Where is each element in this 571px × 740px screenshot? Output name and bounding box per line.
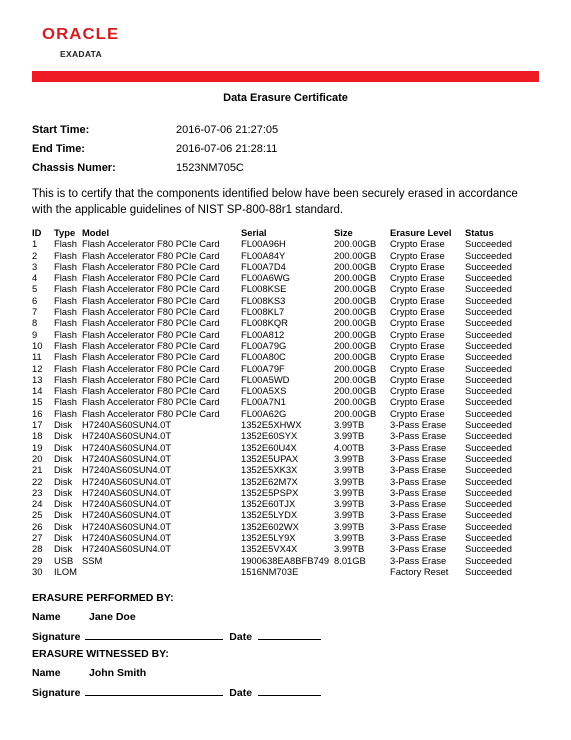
cell-status: Succeeded	[465, 294, 512, 306]
cell-model	[82, 566, 241, 577]
table-row	[32, 532, 525, 543]
cell-type: Disk	[54, 452, 73, 464]
cell-model: H7240AS60SUN4.0T	[82, 543, 172, 555]
cell-model: H7240AS60SUN4.0T	[82, 509, 172, 521]
header-type: Type	[54, 227, 76, 238]
erased-components-table	[32, 227, 525, 577]
cell-status: Succeeded	[465, 396, 512, 408]
cell-erasure-level: Crypto Erase	[390, 339, 445, 351]
cell-id: 15	[32, 396, 43, 408]
table-row	[32, 543, 525, 554]
cell-type: Flash	[54, 373, 77, 385]
cell-status: Succeeded	[465, 430, 512, 442]
header-serial: Serial	[241, 227, 267, 238]
cell-status: Succeeded	[465, 554, 512, 566]
cell-model: H7240AS60SUN4.0T	[82, 486, 172, 498]
oracle-exadata-logo	[42, 27, 126, 59]
cell-erasure-level: 3-Pass Erase	[390, 520, 447, 532]
cell-status: Succeeded	[465, 464, 512, 476]
cell-serial: FL008KQR	[241, 317, 288, 329]
cell-id: 21	[32, 464, 43, 476]
cell-erasure-level: 3-Pass Erase	[390, 509, 447, 521]
header-red-bar	[32, 71, 539, 82]
cell-id: 19	[32, 441, 43, 453]
cell-id: 20	[32, 452, 43, 464]
performed-signature-line	[85, 630, 223, 640]
cell-erasure-level: Crypto Erase	[390, 385, 445, 397]
cell-id: 30	[32, 565, 43, 577]
performed-date-label: Date	[229, 631, 253, 643]
cell-status: Succeeded	[465, 272, 512, 284]
cell-status: Succeeded	[465, 317, 512, 329]
cell-type: Flash	[54, 396, 77, 408]
cell-id: 16	[32, 407, 43, 419]
cell-model: H7240AS60SUN4.0T	[82, 498, 172, 510]
cell-type: USB	[54, 554, 74, 566]
cell-id: 13	[32, 373, 43, 385]
cell-size: 200.00GB	[334, 306, 377, 318]
cell-erasure-level: Crypto Erase	[390, 283, 445, 295]
cell-status: Succeeded	[465, 238, 512, 250]
performed-name-label: Name	[32, 611, 61, 623]
witnessed-name-row	[32, 667, 147, 679]
witnessed-by-heading: ERASURE WITNESSED BY:	[32, 648, 169, 660]
cell-type: Disk	[54, 509, 73, 521]
cell-id: 17	[32, 419, 43, 431]
cell-serial: 1352E5XK3X	[241, 464, 298, 476]
cell-model: Flash Accelerator F80 PCIe Card	[82, 283, 220, 295]
cell-erasure-level: 3-Pass Erase	[390, 419, 447, 431]
cell-type: Disk	[54, 475, 73, 487]
cell-status: Succeeded	[465, 509, 512, 521]
cell-size: 3.99TB	[334, 498, 365, 510]
cell-serial: FL00A6WG	[241, 272, 290, 284]
cell-size: 3.99TB	[334, 543, 365, 555]
start-time-value: 2016-07-06 21:27:05	[176, 124, 279, 136]
cell-type: Flash	[54, 362, 77, 374]
cell-serial: 1352E60U4X	[241, 441, 297, 453]
certification-statement: This is to certify that the components identified below have been securely erased in accordance with the applicable guidelines of NIST SP-800-88r1 standard.	[32, 188, 518, 216]
cell-serial: FL008KL7	[241, 306, 285, 318]
cell-type: Flash	[54, 407, 77, 419]
cell-serial: FL00A79F	[241, 362, 285, 374]
cell-type: Disk	[54, 419, 73, 431]
cell-type: Flash	[54, 317, 77, 329]
cell-type: Flash	[54, 351, 77, 363]
cell-id: 3	[32, 260, 38, 272]
cell-model: Flash Accelerator F80 PCIe Card	[82, 407, 220, 419]
cell-erasure-level: 3-Pass Erase	[390, 475, 447, 487]
chassis-number-label: Chassis Numer:	[32, 162, 116, 174]
cell-status: Succeeded	[465, 385, 512, 397]
witnessed-date-line	[258, 686, 321, 696]
cell-id: 29	[32, 554, 43, 566]
cell-model: H7240AS60SUN4.0T	[82, 464, 172, 476]
cell-erasure-level: Crypto Erase	[390, 373, 445, 385]
cell-erasure-level: Crypto Erase	[390, 294, 445, 306]
cell-erasure-level: Crypto Erase	[390, 328, 445, 340]
cell-status: Succeeded	[465, 532, 512, 544]
cell-erasure-level: Crypto Erase	[390, 306, 445, 318]
cell-model: Flash Accelerator F80 PCIe Card	[82, 249, 220, 261]
table-row	[32, 419, 525, 430]
cell-size: 3.99TB	[334, 509, 365, 521]
cell-erasure-level: Crypto Erase	[390, 396, 445, 408]
cell-serial: FL00A5WD	[241, 373, 290, 385]
cell-erasure-level: Crypto Erase	[390, 351, 445, 363]
cell-erasure-level: Crypto Erase	[390, 238, 445, 250]
cell-erasure-level: 3-Pass Erase	[390, 554, 447, 566]
table-row	[32, 476, 525, 487]
cell-size: 200.00GB	[334, 328, 377, 340]
cell-model: H7240AS60SUN4.0T	[82, 452, 172, 464]
cell-serial: FL00A79G	[241, 339, 287, 351]
cell-serial: FL00A812	[241, 328, 285, 340]
cell-type: Flash	[54, 272, 77, 284]
cell-erasure-level: 3-Pass Erase	[390, 543, 447, 555]
cell-serial: 1352E5LY9X	[241, 532, 296, 544]
cell-id: 8	[32, 317, 38, 329]
cell-status: Succeeded	[465, 373, 512, 385]
cell-status: Succeeded	[465, 520, 512, 532]
cell-type: Disk	[54, 532, 73, 544]
cell-id: 9	[32, 328, 38, 340]
table-row	[32, 408, 525, 419]
table-row	[32, 295, 525, 306]
table-row	[32, 464, 525, 475]
cell-serial: 1516NM703E	[241, 565, 299, 577]
cell-status: Succeeded	[465, 249, 512, 261]
cell-serial: FL00A96H	[241, 238, 286, 250]
cell-model: H7240AS60SUN4.0T	[82, 419, 172, 431]
cell-size: 200.00GB	[334, 362, 377, 374]
cell-serial: 1352E60SYX	[241, 430, 298, 442]
cell-serial: 1352E5LYDX	[241, 509, 298, 521]
table-row	[32, 363, 525, 374]
cell-size: 3.99TB	[334, 520, 365, 532]
cell-id: 14	[32, 385, 43, 397]
cell-size: 200.00GB	[334, 339, 377, 351]
table-row	[32, 250, 525, 261]
cell-status: Succeeded	[465, 362, 512, 374]
cell-serial: FL008KS3	[241, 294, 286, 306]
table-row	[32, 351, 525, 362]
table-body	[32, 238, 525, 577]
cell-id: 25	[32, 509, 43, 521]
cell-type: Flash	[54, 339, 77, 351]
cell-status: Succeeded	[465, 339, 512, 351]
header-erasure-level: Erasure Level	[390, 227, 452, 238]
end-time-label: End Time:	[32, 143, 85, 155]
header-model: Model	[82, 227, 110, 238]
cell-status: Succeeded	[465, 260, 512, 272]
cell-id: 1	[32, 238, 38, 250]
cell-model: H7240AS60SUN4.0T	[82, 532, 172, 544]
table-row	[32, 374, 525, 385]
cell-id: 23	[32, 486, 43, 498]
cell-id: 26	[32, 520, 43, 532]
cell-model: H7240AS60SUN4.0T	[82, 441, 172, 453]
cell-model: Flash Accelerator F80 PCIe Card	[82, 317, 220, 329]
cell-status: Succeeded	[465, 452, 512, 464]
cell-serial: 1352E5VX4X	[241, 543, 298, 555]
table-row	[32, 317, 525, 328]
cell-size: 3.99TB	[334, 464, 365, 476]
witnessed-signature-row	[32, 686, 321, 699]
table-row	[32, 521, 525, 532]
cell-model: Flash Accelerator F80 PCIe Card	[82, 294, 220, 306]
cell-type: Flash	[54, 249, 77, 261]
cell-model: Flash Accelerator F80 PCIe Card	[82, 351, 220, 363]
cell-serial: 1352E602WX	[241, 520, 299, 532]
cell-type: Flash	[54, 283, 77, 295]
cell-status: Succeeded	[465, 498, 512, 510]
cell-type: Disk	[54, 520, 73, 532]
cell-size: 3.99TB	[334, 430, 365, 442]
cell-model: H7240AS60SUN4.0T	[82, 475, 172, 487]
cell-id: 22	[32, 475, 43, 487]
cell-type: Disk	[54, 441, 73, 453]
cell-status: Succeeded	[465, 419, 512, 431]
cell-serial: 1900638EA8BFB749	[241, 554, 330, 566]
table-row	[32, 430, 525, 441]
table-row	[32, 498, 525, 509]
cell-type: Flash	[54, 328, 77, 340]
header-status: Status	[465, 227, 494, 238]
cell-id: 24	[32, 498, 43, 510]
cell-type: Flash	[54, 260, 77, 272]
table-row	[32, 396, 525, 407]
header-size: Size	[334, 227, 353, 238]
table-row	[32, 566, 525, 577]
cell-size: 4.00TB	[334, 441, 365, 453]
cell-status: Succeeded	[465, 565, 512, 577]
cell-status: Succeeded	[465, 283, 512, 295]
logo-brand: ORACLE	[42, 26, 120, 43]
table-row	[32, 487, 525, 498]
cell-model: Flash Accelerator F80 PCIe Card	[82, 260, 220, 272]
cell-erasure-level: 3-Pass Erase	[390, 430, 447, 442]
cell-status: Succeeded	[465, 543, 512, 555]
cell-model: H7240AS60SUN4.0T	[82, 520, 172, 532]
performed-name-value: Jane Doe	[89, 611, 136, 623]
cell-erasure-level: Crypto Erase	[390, 317, 445, 329]
cell-serial: FL00A62G	[241, 407, 287, 419]
cell-size: 200.00GB	[334, 249, 377, 261]
cell-erasure-level: Crypto Erase	[390, 407, 445, 419]
cell-model: Flash Accelerator F80 PCIe Card	[82, 306, 220, 318]
chassis-number-value: 1523NM705C	[176, 162, 244, 174]
cell-serial: FL008KSE	[241, 283, 287, 295]
cell-status: Succeeded	[465, 486, 512, 498]
cell-erasure-level: 3-Pass Erase	[390, 441, 447, 453]
header-id: ID	[32, 227, 42, 238]
cell-status: Succeeded	[465, 306, 512, 318]
cell-id: 11	[32, 351, 42, 363]
cell-erasure-level: Crypto Erase	[390, 249, 445, 261]
cell-model: Flash Accelerator F80 PCIe Card	[82, 385, 220, 397]
cell-size: 3.99TB	[334, 419, 365, 431]
cell-type: Disk	[54, 464, 73, 476]
performed-name-row	[32, 611, 136, 623]
table-row	[32, 340, 525, 351]
cell-id: 7	[32, 306, 38, 318]
cell-model: Flash Accelerator F80 PCIe Card	[82, 373, 220, 385]
cell-id: 10	[32, 339, 43, 351]
cell-model: Flash Accelerator F80 PCIe Card	[82, 272, 220, 284]
witnessed-date-label: Date	[229, 687, 253, 699]
cell-status: Succeeded	[465, 351, 512, 363]
witnessed-signature-line	[85, 686, 223, 696]
cell-status: Succeeded	[465, 407, 512, 419]
end-time-value: 2016-07-06 21:28:11	[176, 143, 278, 155]
table-row	[32, 238, 525, 249]
cell-id: 2	[32, 249, 38, 261]
cell-type: Flash	[54, 238, 77, 250]
performed-signature-row	[32, 630, 321, 643]
cell-type: Disk	[54, 543, 73, 555]
cell-size	[334, 566, 390, 577]
cell-size: 200.00GB	[334, 407, 377, 419]
cell-size: 200.00GB	[334, 351, 377, 363]
cell-id: 28	[32, 543, 43, 555]
witnessed-name-label: Name	[32, 667, 61, 679]
cell-type: Disk	[54, 430, 73, 442]
cell-serial: FL00A84Y	[241, 249, 286, 261]
cell-model: H7240AS60SUN4.0T	[82, 430, 172, 442]
table-header-row	[32, 227, 525, 238]
cell-size: 200.00GB	[334, 272, 377, 284]
cell-id: 12	[32, 362, 43, 374]
cell-erasure-level: 3-Pass Erase	[390, 532, 447, 544]
table-row	[32, 272, 525, 283]
witnessed-signature-label: Signature	[32, 687, 81, 699]
cell-status: Succeeded	[465, 328, 512, 340]
cell-erasure-level: Crypto Erase	[390, 260, 445, 272]
cell-size: 200.00GB	[334, 396, 377, 408]
start-time-label: Start Time:	[32, 124, 90, 136]
witnessed-name-value: John Smith	[89, 667, 147, 679]
cell-serial: 1352E60TJX	[241, 498, 296, 510]
cell-type: Flash	[54, 294, 77, 306]
cell-erasure-level: 3-Pass Erase	[390, 498, 447, 510]
table-row	[32, 442, 525, 453]
cell-size: 200.00GB	[334, 283, 377, 295]
cell-serial: FL00A7D4	[241, 260, 286, 272]
cell-id: 4	[32, 272, 38, 284]
cell-serial: 1352E5PSPX	[241, 486, 299, 498]
cell-model: Flash Accelerator F80 PCIe Card	[82, 238, 220, 250]
cell-model: Flash Accelerator F80 PCIe Card	[82, 362, 220, 374]
cell-size: 200.00GB	[334, 317, 377, 329]
cell-model: Flash Accelerator F80 PCIe Card	[82, 339, 220, 351]
cell-erasure-level: 3-Pass Erase	[390, 452, 447, 464]
cell-size: 200.00GB	[334, 260, 377, 272]
table-row	[32, 261, 525, 272]
cell-id: 6	[32, 294, 38, 306]
cell-type: ILOM	[54, 565, 77, 577]
cell-type: Flash	[54, 306, 77, 318]
cell-model: Flash Accelerator F80 PCIe Card	[82, 396, 220, 408]
logo-product: EXADATA	[60, 49, 102, 59]
cell-type: Flash	[54, 385, 77, 397]
cell-id: 5	[32, 283, 38, 295]
cell-model: SSM	[82, 554, 103, 566]
performed-signature-label: Signature	[32, 631, 81, 643]
cell-type: Disk	[54, 498, 73, 510]
cell-erasure-level: Crypto Erase	[390, 362, 445, 374]
cell-model: Flash Accelerator F80 PCIe Card	[82, 328, 220, 340]
cell-serial: FL00A7N1	[241, 396, 286, 408]
cell-erasure-level: 3-Pass Erase	[390, 464, 447, 476]
cell-serial: 1352E5UPAX	[241, 452, 299, 464]
table-row	[32, 385, 525, 396]
cell-size: 200.00GB	[334, 294, 377, 306]
cell-serial: 1352E5XHWX	[241, 419, 302, 431]
cell-serial: FL00A5XS	[241, 385, 287, 397]
cell-erasure-level: 3-Pass Erase	[390, 486, 447, 498]
cell-serial: 1352E62M7X	[241, 475, 298, 487]
cell-size: 3.99TB	[334, 452, 365, 464]
cell-type: Disk	[54, 486, 73, 498]
cell-serial: FL00A80C	[241, 351, 286, 363]
cell-size: 200.00GB	[334, 385, 377, 397]
table-row	[32, 509, 525, 520]
cell-status: Succeeded	[465, 441, 512, 453]
table-row	[32, 283, 525, 294]
table-row	[32, 306, 525, 317]
performed-by-heading: ERASURE PERFORMED BY:	[32, 592, 174, 604]
cell-id: 18	[32, 430, 43, 442]
cell-size: 3.99TB	[334, 486, 365, 498]
table-row	[32, 453, 525, 464]
cell-size: 200.00GB	[334, 238, 377, 250]
cell-id: 27	[32, 532, 43, 544]
cell-status: Succeeded	[465, 475, 512, 487]
cell-erasure-level: Factory Reset	[390, 565, 449, 577]
cell-size: 3.99TB	[334, 475, 365, 487]
performed-date-line	[258, 630, 321, 640]
cell-size: 200.00GB	[334, 373, 377, 385]
table-row	[32, 329, 525, 340]
certificate-title: Data Erasure Certificate	[223, 92, 348, 104]
cell-size: 3.99TB	[334, 532, 365, 544]
table-row	[32, 555, 525, 566]
cell-size: 8.01GB	[334, 554, 366, 566]
cell-erasure-level: Crypto Erase	[390, 272, 445, 284]
